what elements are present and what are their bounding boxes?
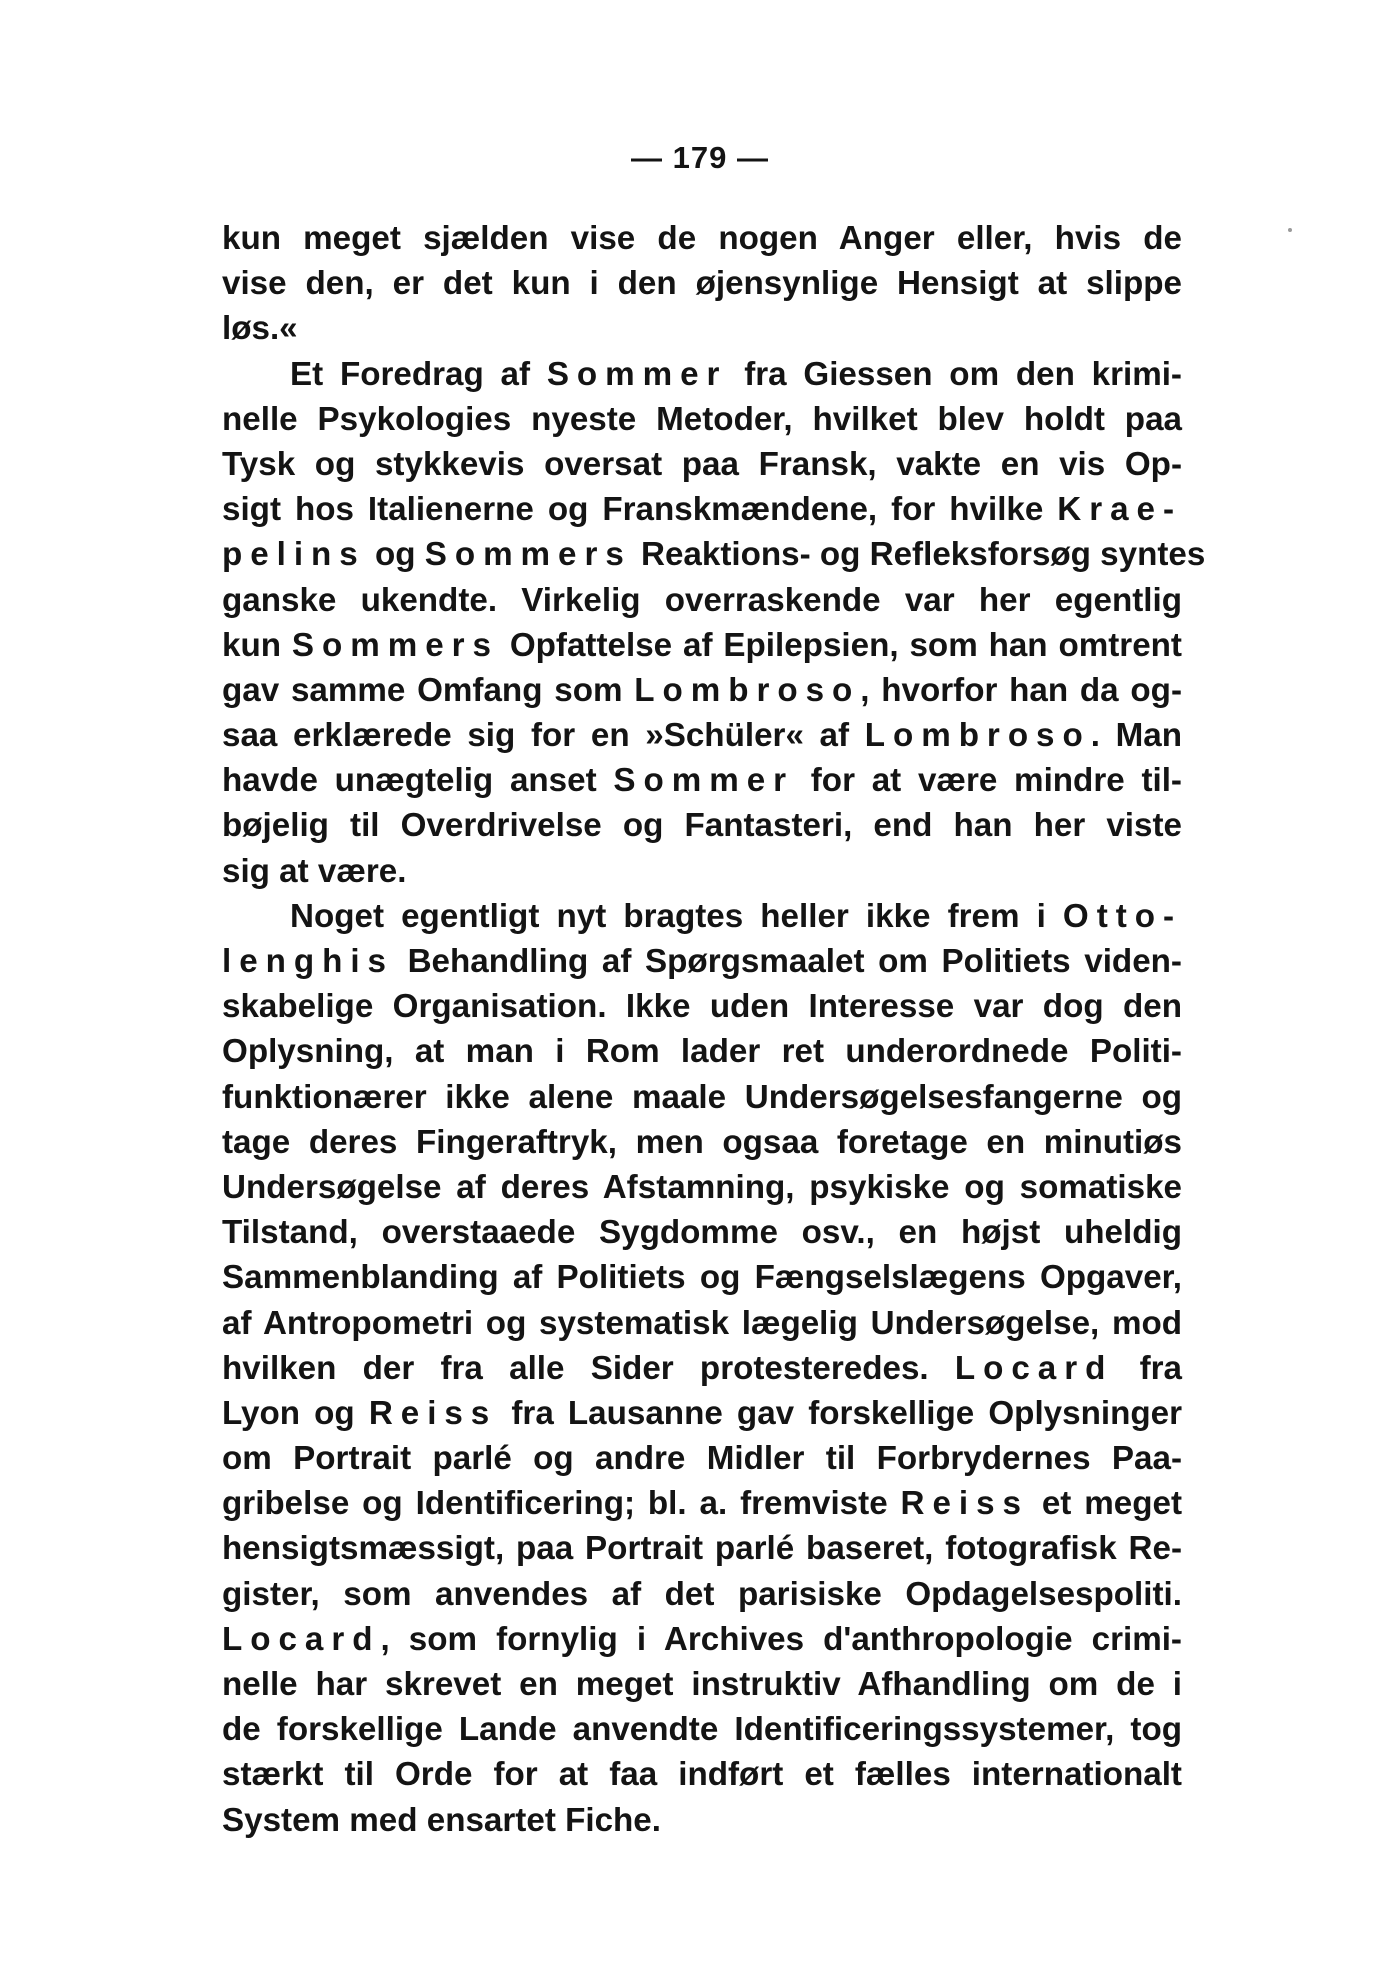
text-line: Lyon og Reiss fra Lausanne gav forskellige Oplysninger <box>222 1394 1182 1432</box>
text-line: nelle Psykologies nyeste Metoder, hvilket blev holdt paa <box>222 400 1182 438</box>
text-line: bøjelig til Overdrivelse og Fantasteri, end han her viste <box>222 807 1182 845</box>
text-line: sig at være. <box>222 852 407 890</box>
text-line: gribelse og Identificering; bl. a. fremviste Reiss et meget <box>222 1485 1182 1523</box>
text-line: lenghis Behandling af Spørgsmaalet om Politiets viden- <box>222 943 1182 980</box>
text-line: Locard, som fornylig i Archives d'anthropologie crimi- <box>222 1620 1182 1658</box>
text-line: Tilstand, overstaaede Sygdomme osv., en højst uheldig <box>222 1214 1182 1252</box>
page-number: — 179 — <box>631 140 769 175</box>
text-line: hensigtsmæssigt, paa Portrait parlé baseret, fotografisk Re- <box>222 1530 1182 1568</box>
text-line: nelle har skrevet en meget instruktiv Afhandling om de i <box>222 1666 1182 1703</box>
text-line: sigt hos Italienerne og Franskmændene, for hvilke Krae- <box>222 491 1182 529</box>
text-line: løs.« <box>222 310 298 348</box>
text-line: kun meget sjælden vise de nogen Anger eller, hvis de <box>222 220 1182 257</box>
text-line: ganske ukendte. Virkelig overraskende var her egentlig <box>222 581 1182 619</box>
text-line: Undersøgelse af deres Afstamning, psykiske og somatiske <box>222 1168 1182 1206</box>
text-line: Sammenblanding af Politiets og Fængselslægens Opgaver, <box>222 1259 1182 1297</box>
paper-speck <box>1288 228 1292 232</box>
body-text <box>222 216 1206 1843</box>
text-line: Et Foredrag af Sommer fra Giessen om den krimi- <box>290 355 1182 393</box>
text-line: saa erklærede sig for en »Schüler« af Lombroso. Man <box>222 717 1182 755</box>
text-line: Noget egentligt nyt bragtes heller ikke frem i Otto- <box>290 897 1182 935</box>
text-line: af Antropometri og systematisk lægelig Undersøgelse, mod <box>222 1304 1182 1342</box>
text-line: hvilken der fra alle Sider protesteredes. Locard fra <box>222 1349 1182 1387</box>
text-line: Oplysning, at man i Rom lader ret underordnede Politi- <box>222 1033 1182 1071</box>
text-line: System med ensartet Fiche. <box>222 1801 661 1839</box>
text-line: de forskellige Lande anvendte Identificeringssystemer, tog <box>222 1711 1182 1749</box>
text-line: om Portrait parlé og andre Midler til Forbrydernes Paa- <box>222 1440 1182 1478</box>
text-line: vise den, er det kun i den øjensynlige Hensigt at slippe <box>222 265 1182 303</box>
text-line: stærkt til Orde for at faa indført et fælles internationalt <box>222 1756 1182 1794</box>
text-line: tage deres Fingeraftryk, men ogsaa foretage en minutiøs <box>222 1123 1182 1161</box>
text-line: Tysk og stykkevis oversat paa Fransk, vakte en vis Op- <box>222 445 1182 483</box>
text-line: havde unægtelig anset Sommer for at være mindre til- <box>222 762 1182 800</box>
text-line: pelins og Sommers Reaktions- og Refleksforsøg syntes <box>222 536 1206 574</box>
text-line: skabelige Organisation. Ikke uden Interesse var dog den <box>222 988 1182 1026</box>
text-line: funktionærer ikke alene maale Undersøgelsesfangerne og <box>222 1078 1182 1116</box>
text-line: kun Sommers Opfattelse af Epilepsien, som han omtrent <box>222 626 1182 664</box>
text-line: gav samme Omfang som Lombroso, hvorfor han da og- <box>222 671 1183 709</box>
text-line: gister, som anvendes af det parisiske Opdagelsespoliti. <box>222 1575 1182 1613</box>
